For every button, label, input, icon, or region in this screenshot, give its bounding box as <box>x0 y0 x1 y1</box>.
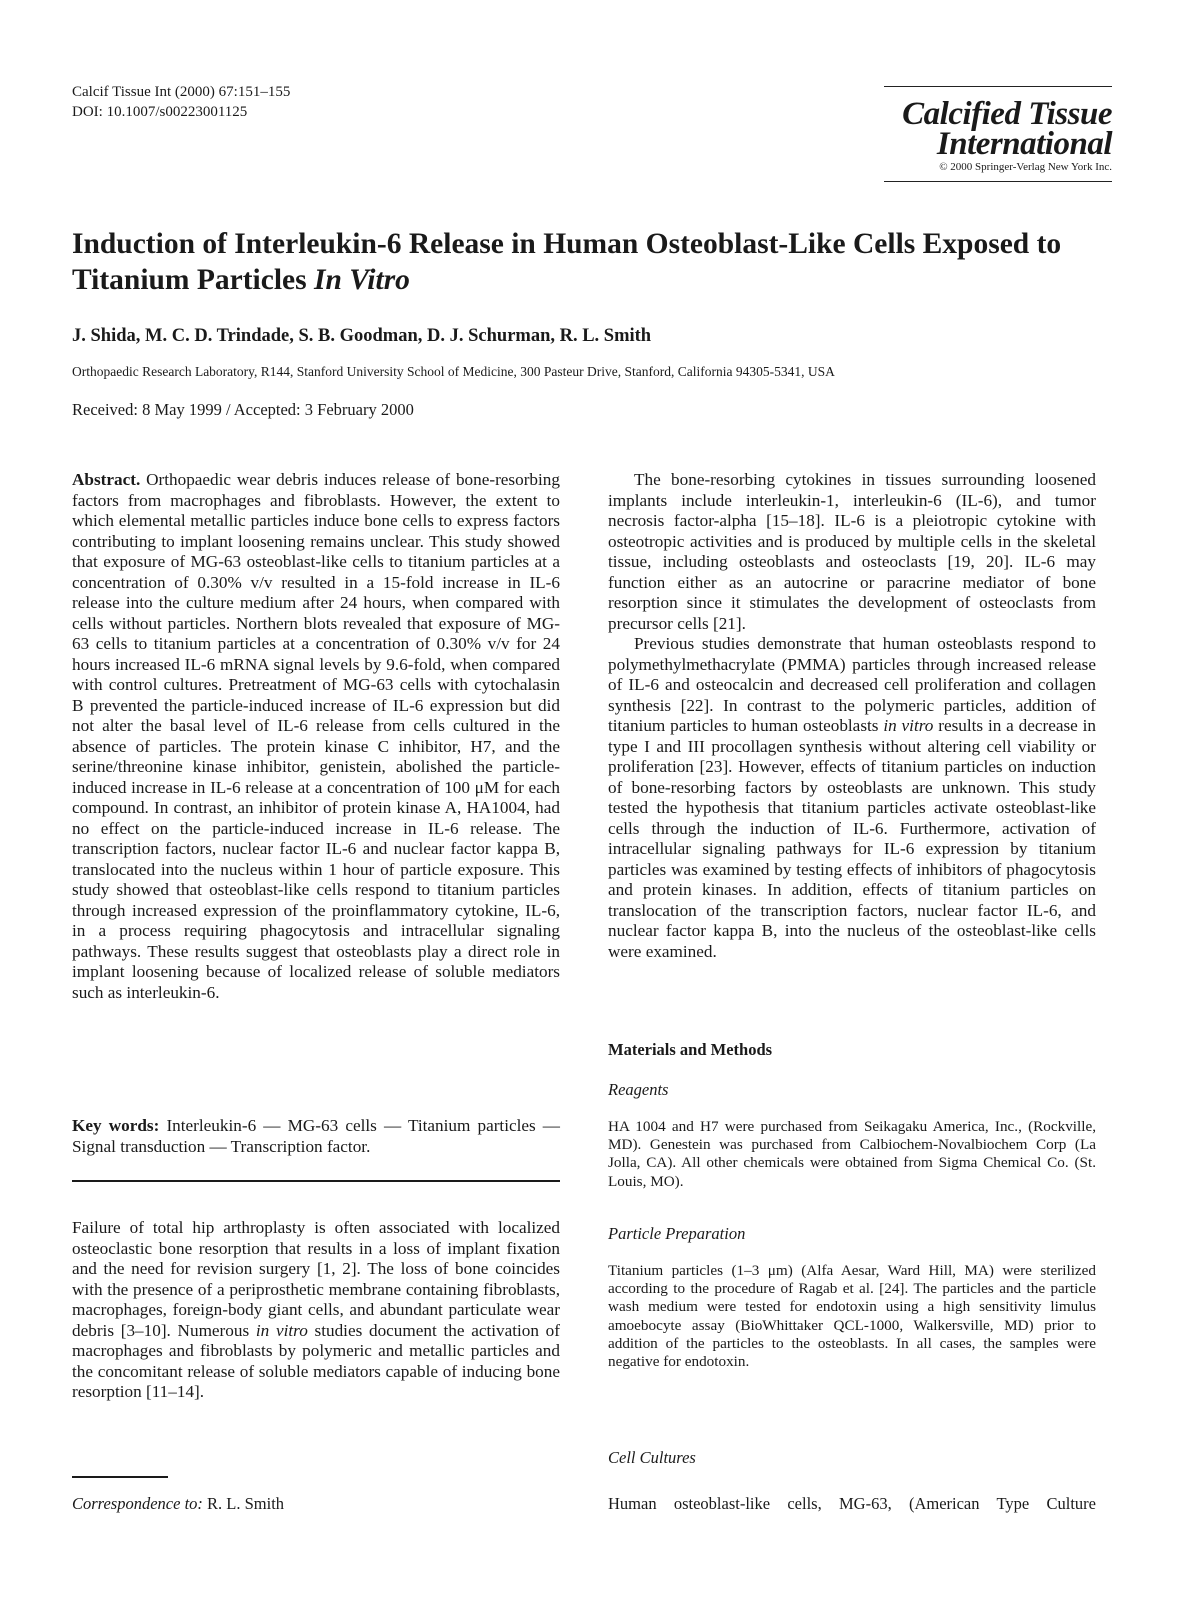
cell-cultures-heading: Cell Cultures <box>608 1448 696 1467</box>
abstract <box>72 470 560 1003</box>
particle-preparation-paragraph <box>608 1262 1096 1371</box>
reagents-heading: Reagents <box>608 1080 669 1099</box>
intro-paragraph-1 <box>72 1218 560 1403</box>
doi: DOI: 10.1007/s00223001125 <box>72 104 248 120</box>
intro-right-column <box>608 470 1096 962</box>
correspondence-label: Correspondence to: <box>72 1494 203 1513</box>
intro-paragraph-3 <box>608 634 1096 962</box>
title-italic: In Vitro <box>314 264 410 296</box>
intro-p3-part1: Previous studies demonstrate that human osteoblasts respond to polymethylmethacrylate (PMMA) particles through increased release of IL-6 and osteocalcin and decreased cell proliferation and collagen synthesis [22]. In contrast to the polymeric particles, addition of titanium particles to human osteoblasts <box>608 634 1096 735</box>
received-accepted-dates: Received: 8 May 1999 / Accepted: 3 February 2000 <box>72 400 414 419</box>
intro-paragraph-2: The bone-resorbing cytokines in tissues surrounding loosened implants include interleukin-1, interleukin-6 (IL-6), and tumor necrosis factor-alpha [15–18]. IL-6 is a pleiotropic cytokine with osteotropic activities and is produced by multiple cells in the skeletal tissue, including osteoblasts and osteoclasts [19, 20]. IL-6 may function either as an autocrine or paracrine mediator of bone resorption since it stimulates the development of osteoclasts from precursor cells [21]. <box>608 470 1096 633</box>
correspondence-footnote <box>72 1494 284 1514</box>
particle-preparation-text: Titanium particles (1–3 μm) (Alfa Aesar, Ward Hill, MA) were sterilized according to the procedure of Ragab et al. [24]. The particles and the particle wash medium were tested for endotoxin using a high sensitivity limulus amoebocyte assay (BioWhittaker QCL-1000, Walkersville, MD) prior to addition of the particles to the osteoblasts. In all cases, the samples were negative for endotoxin. <box>608 1262 1096 1371</box>
intro-p1-part1: Failure of total hip arthroplasty is often associated with localized osteoclastic bone resorption that results in a loss of implant fixation and the need for revision surgery [1, 2]. The loss of bone coincides with the presence of a periprosthetic membrane containing fibroblasts, macrophages, foreign-body giant cells, and abundant particulate wear debris [3–10]. Numerous <box>72 1218 560 1340</box>
intro-p1-italic: in vitro <box>255 1320 308 1340</box>
affiliation: Orthopaedic Research Laboratory, R144, Stanford University School of Medicine, 300 Pasteur Drive, Stanford, California 94305-5341, USA <box>72 364 835 379</box>
article-title <box>72 226 1132 298</box>
authors: J. Shida, M. C. D. Trindade, S. B. Goodman, D. J. Schurman, R. L. Smith <box>72 326 652 346</box>
journal-citation: Calcif Tissue Int (2000) 67:151–155 <box>72 84 291 100</box>
methods-heading: Materials and Methods <box>608 1040 773 1059</box>
intro-p3-italic: in vitro <box>883 716 934 735</box>
particle-preparation-heading: Particle Preparation <box>608 1224 746 1243</box>
keywords-label: Key words: <box>72 1116 160 1135</box>
keywords <box>72 1116 560 1157</box>
reagents-text: HA 1004 and H7 were purchased from Seikagaku America, Inc., (Rockville, MD). Genestein was purchased from Calbiochem-Novalbiochem Corp (La Jolla, CA). All other chemicals were obtained from Sigma Chemical Co. (St. Louis, MO). <box>608 1118 1096 1190</box>
copyright: © 2000 Springer-Verlag New York Inc. <box>939 161 1112 173</box>
journal-name-line1: Calcified Tissue <box>902 96 1112 132</box>
abstract-text: Orthopaedic wear debris induces release of bone-resorbing factors from macrophages and fibroblasts. However, the extent to which elemental metallic particles induce bone cells to express factors contributing to implant loosening remains unclear. This study showed that exposure of MG-63 osteoblast-like cells to titanium particles at a concentration of 0.30% v/v resulted in a 15-fold increase in IL-6 release into the culture medium after 24 hours, when compared with cells without particles. Northern blots revealed that exposure of MG-63 cells to titanium particles at a concentration of 0.30% v/v for 24 hours increased IL-6 mRNA signal levels by 9.6-fold, when compared with control cultures. Pretreatment of MG-63 cells with cytochalasin B prevented the particle-induced increase of IL-6 expression but did not alter the basal level of IL-6 release from cells cultured in the absence of particles. The protein kinase C inhibitor, H7, and the serine/threonine kinase inhibitor, genistein, abolished the particle-induced increase in IL-6 release at a concentration of 100 μM for each compound. In contrast, an inhibitor of protein kinase A, HA1004, had no effect on the particle-induced increase in IL-6 release. The transcription factors, nuclear factor IL-6 and nuclear factor kappa B, translocated into the nucleus within 1 hour of particle exposure. This study showed that osteoblast-like cells respond to titanium particles through increased expression of the proinflammatory cytokine, IL-6, in a process requiring phagocytosis and intracellular signaling pathways. These results suggest that osteoblasts play a direct role in implant loosening because of localized release of soluble mediators such as interleukin-6. <box>72 470 560 1002</box>
correspondence-name: R. L. Smith <box>202 1494 285 1513</box>
keywords-text: Interleukin-6 — MG-63 cells — Titanium particles — Signal transduction — Transcription factor. <box>72 1116 560 1156</box>
citation-block <box>72 82 290 122</box>
journal-logo <box>884 86 1112 182</box>
abstract-label: Abstract. <box>72 470 141 489</box>
title-main: Induction of Interleukin-6 Release in Human Osteoblast-Like Cells Exposed to Titanium Particles <box>72 228 1062 296</box>
footnote-rule <box>72 1476 168 1478</box>
intro-p3-part2: results in a decrease in type I and III procollagen synthesis without altering cell viability or proliferation [23]. However, effects of titanium particles on induction of bone-resorbing factors by osteoblasts are unknown. This study tested the hypothesis that titanium particles activate osteoblast-like cells through the induction of IL-6. Furthermore, activation of intracellular signaling pathways for IL-6 expression by titanium particles was examined by testing effects of inhibitors of phagocytosis and protein kinases. In addition, effects of titanium particles on translocation of the transcription factors, nuclear factor IL-6, and nuclear factor kappa B, into the nucleus of the osteoblast-like cells were examined. <box>608 716 1096 961</box>
intro-p1-part2: studies document the activation of macrophages and fibroblasts by polymeric and metallic particles and the concomitant release of soluble mediators capable of inducing bone resorption [11–14]. <box>72 1320 561 1401</box>
journal-name-line2: International <box>936 126 1112 162</box>
cell-cultures-text: Human osteoblast-like cells, MG-63, (American Type Culture <box>608 1494 1096 1513</box>
abstract-divider <box>72 1180 560 1182</box>
reagents-paragraph <box>608 1118 1096 1191</box>
